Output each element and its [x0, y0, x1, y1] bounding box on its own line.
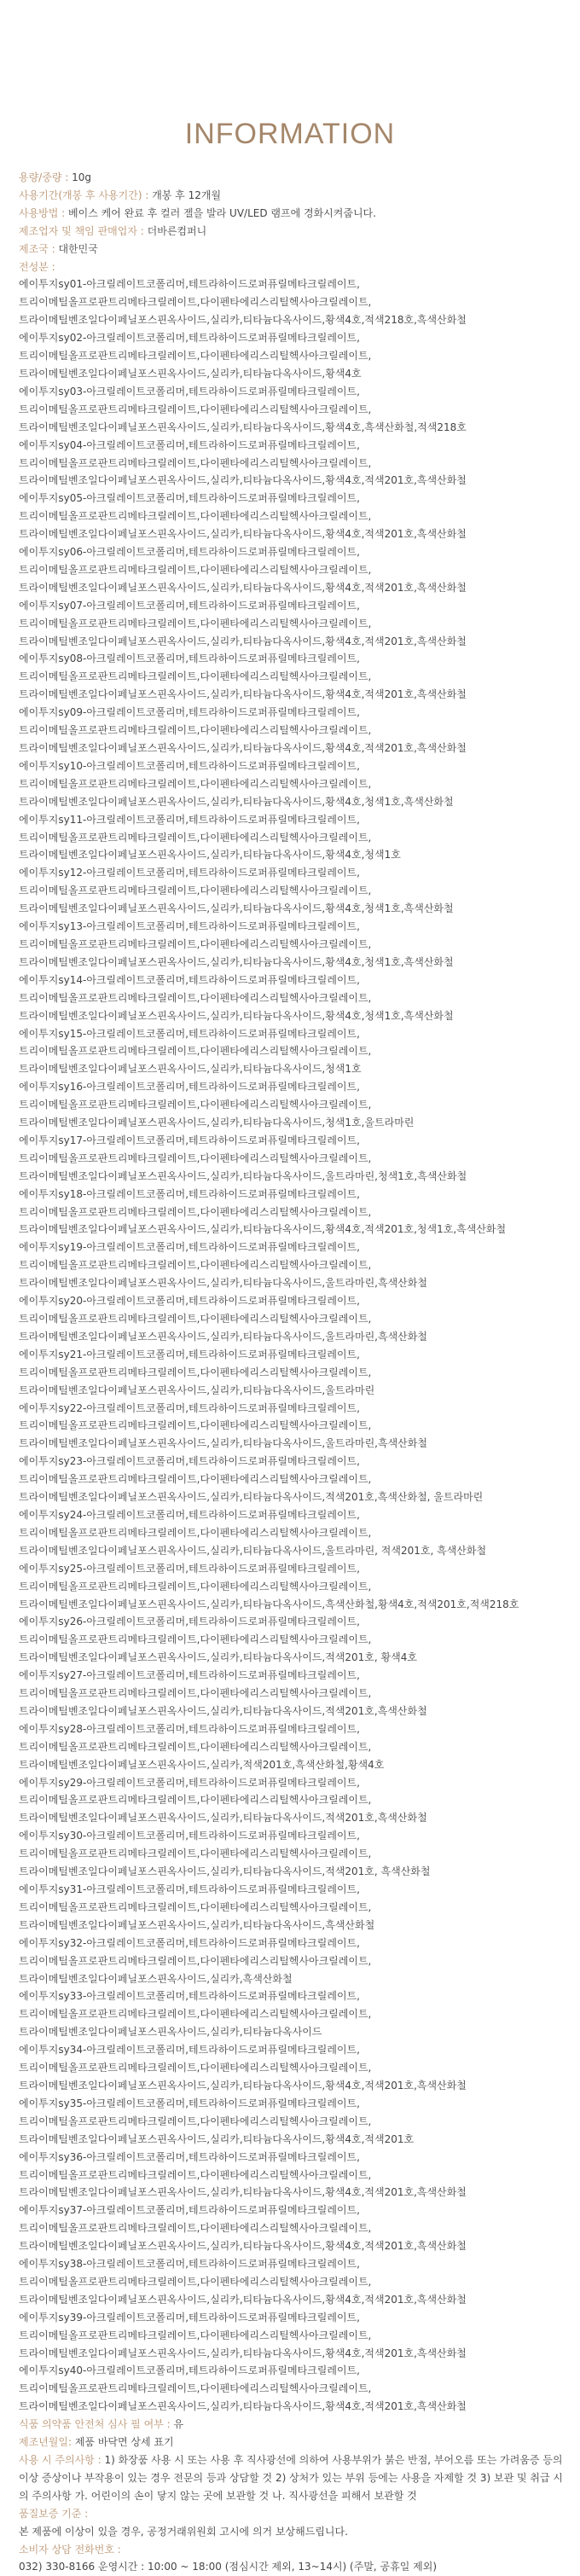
- ingredient-line: 트리이메틸올프로판트리메타크릴레이트,다이펜타에리스리틸헥사아크릴레이트,: [19, 563, 372, 576]
- ingredient-line: 트리이메틸올프로판트리메타크릴레이트,다이펜타에리스리틸헥사아크릴레이트,: [19, 510, 372, 523]
- ingredient-line: 트라이메틸벤조일다이페닐포스핀옥사이드,실리카,티타늄다옥사이드,청색1호: [19, 1063, 362, 1076]
- ingredient-line: 트라이메틸벤조일다이페닐포스핀옥사이드,실리카,티타늄다옥사이드,황색4호,적색201호,흑색산화철: [19, 581, 467, 594]
- info-row: [19, 241, 569, 258]
- ingredient-line: 에이투지sy13-아크릴레이트코폴리머,테트라하이드로퍼퓨릴메타크릴레이트,: [19, 920, 360, 933]
- caution-block: [19, 2451, 569, 2505]
- ingredient-line: 트라이메틸벤조일다이페닐포스핀옥사이드,실리카,흑색산화철: [19, 1972, 293, 1985]
- ingredient-line: 트라이메틸벤조일다이페닐포스핀옥사이드,실리카,티타늄다옥사이드,황색4호,흑색산화철,적색218호: [19, 421, 467, 433]
- date-value: 제품 바닥면 상세 표기: [74, 2436, 174, 2449]
- ingredient-line: 트라이메틸벤조일다이페닐포스핀옥사이드,실리카,티타늄다옥사이드,울트라마린,흑색산화철: [19, 1277, 427, 1290]
- ingredient-line: 트리이메틸올프로판트리메타크릴레이트,다이펜타에리스리틸헥사아크릴레이트,: [19, 1740, 372, 1753]
- ingredient-line: 트리이메틸올프로판트리메타크릴레이트,다이펜타에리스리틸헥사아크릴레이트,: [19, 2008, 372, 2021]
- ingredients-label-row: [19, 258, 569, 276]
- ingredient-line: 트라이메틸벤조일다이페닐포스핀옥사이드,실리카,티타늄다옥사이드,황색4호,적색201호,흑색산화철: [19, 635, 467, 647]
- ingredient-line: 트리이메틸올프로판트리메타크릴레이트,다이펜타에리스리틸헥사아크릴레이트,: [19, 403, 372, 415]
- ingredient-line: 트라이메틸벤조일다이페닐포스핀옥사이드,실리카,티타늄다옥사이드,적색201호,흑색산화철: [19, 1812, 427, 1825]
- ingredient-line: 트리이메틸올프로판트리메타크릴레이트,다이펜타에리스리틸헥사아크릴레이트,: [19, 724, 372, 737]
- ingredient-line: 에이투지sy20-아크릴레이트코폴리머,테트라하이드로퍼퓨릴메타크릴레이트,: [19, 1295, 360, 1308]
- cs-row: [19, 2558, 569, 2576]
- ingredient-line: 에이투지sy03-아크릴레이트코폴리머,테트라하이드로퍼퓨릴메타크릴레이트,: [19, 385, 360, 397]
- caution-text: 1) 화장품 사용 시 또는 사용 후 직사광선에 의하여 사용부위가 붉은 반점, 부어오름 또는 가려움증 등의 이상 증상이나 부작용이 있는 경우 전문의 등과 상담할 것 2) 상처가 있는 부위 등에는 사용을 자제할 것 3) 보관 및 취급 시의 주의사항 가. 어린이의 손이 닿지 않는 곳에 보관할 것 나. 직사광선을 피해서 보관할 것: [19, 2454, 563, 2502]
- ingredient-line: 트라이메틸벤조일다이페닐포스핀옥사이드,실리카,티타늄다옥사이드,울트라마린,청색1호,흑색산화철: [19, 1169, 467, 1182]
- ingredient-line: 트라이메틸벤조일다이페닐포스핀옥사이드,실리카,티타늄다옥사이드,울트라마린,흑색산화철: [19, 1330, 427, 1343]
- ingredient-line: 트리이메틸올프로판트리메타크릴레이트,다이펜타에리스리틸헥사아크릴레이트,: [19, 1900, 372, 1913]
- ingredient-line: 트라이메틸벤조일다이페닐포스핀옥사이드,실리카,티타늄다옥사이드,황색4호,적색201호,흑색산화철: [19, 528, 467, 541]
- ingredient-line: 에이투지sy21-아크릴레이트코폴리머,테트라하이드로퍼퓨릴메타크릴레이트,: [19, 1348, 360, 1361]
- ingredient-line: 트리이메틸올프로판트리메타크릴레이트,다이펜타에리스리틸헥사아크릴레이트,: [19, 1313, 372, 1325]
- ingredient-line: 트리이메틸올프로판트리메타크릴레이트,다이펜타에리스리틸헥사아크릴레이트,: [19, 1954, 372, 1967]
- ingredient-line: 에이투지sy09-아크릴레이트코폴리머,테트라하이드로퍼퓨릴메타크릴레이트,: [19, 706, 360, 719]
- ingredient-line: 트리이메틸올프로판트리메타크릴레이트,다이펜타에리스리틸헥사아크릴레이트,: [19, 296, 372, 309]
- product-info: [19, 169, 569, 2576]
- ingredient-line: 에이투지sy31-아크릴레이트코폴리머,테트라하이드로퍼퓨릴메타크릴레이트,: [19, 1883, 360, 1895]
- info-value: 베이스 케어 완료 후 컬러 젤을 발라 UV/LED 램프에 경화시켜줍니다.: [68, 206, 376, 219]
- ingredient-line: 트리이메틸올프로판트리메타크릴레이트,다이펜타에리스리틸헥사아크릴레이트,: [19, 617, 372, 629]
- ingredient-line: 트리이메틸올프로판트리메타크릴레이트,다이펜타에리스리틸헥사아크릴레이트,: [19, 1419, 372, 1432]
- info-value: 대한민국: [58, 242, 98, 255]
- ingredient-line: 트라이메틸벤조일다이페닐포스핀옥사이드,실리카,티타늄다옥사이드,흑색산화철: [19, 1918, 375, 1931]
- ingredient-line: 트라이메틸벤조일다이페닐포스핀옥사이드,실리카,티타늄다옥사이드,황색4호,적색201호,흑색산화철: [19, 2240, 467, 2253]
- info-label: 제조업자 및 책임 판매업자 :: [19, 224, 148, 237]
- ingredient-line: 트리이메틸올프로판트리메타크릴레이트,다이펜타에리스리틸헥사아크릴레이트,: [19, 1045, 372, 1058]
- ingredient-line: 트라이메틸벤조일다이페닐포스핀옥사이드,실리카,티타늄다옥사이드,황색4호,적색201호,흑색산화철: [19, 2400, 467, 2413]
- warranty-text: 본 제품에 이상이 있을 경우, 공정거래위원회 고시에 의거 보상해드립니다.: [19, 2525, 348, 2538]
- caution-label: 사용 시 주의사항 :: [19, 2454, 105, 2466]
- ingredient-line: 트리이메틸올프로판트리메타크릴레이트,다이펜타에리스리틸헥사아크릴레이트,: [19, 1848, 372, 1860]
- page-title: INFORMATION: [184, 118, 396, 150]
- ingredient-line: 에이투지sy28-아크릴레이트코폴리머,테트라하이드로퍼퓨릴메타크릴레이트,: [19, 1722, 360, 1735]
- ingredient-line: 트리이메틸올프로판트리메타크릴레이트,다이펜타에리스리틸헥사아크릴레이트,: [19, 777, 372, 790]
- ingredient-line: 트라이메틸벤조일다이페닐포스핀옥사이드,실리카,적색201호,흑색산화철,황색4호: [19, 1758, 385, 1771]
- ingredient-line: 트라이메틸벤조일다이페닐포스핀옥사이드,실리카,티타늄다옥사이드,적색201호,흑색산화철, 울트라마린: [19, 1491, 484, 1504]
- ingredient-line: 에이투지sy15-아크릴레이트코폴리머,테트라하이드로퍼퓨릴메타크릴레이트,: [19, 1027, 360, 1040]
- ingredient-line: 에이투지sy26-아크릴레이트코폴리머,테트라하이드로퍼퓨릴메타크릴레이트,: [19, 1616, 360, 1628]
- ingredient-line: 트라이메틸벤조일다이페닐포스핀옥사이드,실리카,티타늄다옥사이드,황색4호,적색201호,흑색산화철: [19, 688, 467, 701]
- ingredient-line: 트라이메틸벤조일다이페닐포스핀옥사이드,실리카,티타늄다옥사이드,적색201호, 황색4호: [19, 1651, 417, 1664]
- ingredient-line: 트리이메틸올프로판트리메타크릴레이트,다이펜타에리스리틸헥사아크릴레이트,: [19, 2329, 372, 2341]
- ingredient-line: 트라이메틸벤조일다이페닐포스핀옥사이드,실리카,티타늄다옥사이드: [19, 2026, 322, 2039]
- ingredient-line: 에이투지sy01-아크릴레이트코폴리머,테트라하이드로퍼퓨릴메타크릴레이트,: [19, 278, 360, 291]
- ingredient-line: 트라이메틸벤조일다이페닐포스핀옥사이드,실리카,티타늄다옥사이드,황색4호,적색201호,흑색산화철: [19, 2293, 467, 2306]
- ingredient-line: 트리이메틸올프로판트리메타크릴레이트,다이펜타에리스리틸헥사아크릴레이트,: [19, 1205, 372, 1218]
- info-value: 더바른컴퍼니: [147, 224, 207, 237]
- ingredient-line: 에이투지sy10-아크릴레이트코폴리머,테트라하이드로퍼퓨릴메타크릴레이트,: [19, 759, 360, 772]
- ingredient-line: 에이투지sy27-아크릴레이트코폴리머,테트라하이드로퍼퓨릴메타크릴레이트,: [19, 1669, 360, 1682]
- ingredient-line: 에이투지sy24-아크릴레이트코폴리머,테트라하이드로퍼퓨릴메타크릴레이트,: [19, 1508, 360, 1521]
- ingredient-line: 트리이메틸올프로판트리메타크릴레이트,다이펜타에리스리틸헥사아크릴레이트,: [19, 2382, 372, 2395]
- ingredient-line: 에이투지sy40-아크릴레이트코폴리머,테트라하이드로퍼퓨릴메타크릴레이트,: [19, 2364, 360, 2377]
- ingredient-line: 에이투지sy22-아크릴레이트코폴리머,테트라하이드로퍼퓨릴메타크릴레이트,: [19, 1401, 360, 1414]
- ingredients-list: [19, 276, 569, 2416]
- warranty-row: [19, 2523, 569, 2541]
- ingredient-line: 트리이메틸올프로판트리메타크릴레이트,다이펜타에리스리틸헥사아크릴레이트,: [19, 2275, 372, 2288]
- ingredient-line: 에이투지sy12-아크릴레이트코폴리머,테트라하이드로퍼퓨릴메타크릴레이트,: [19, 867, 360, 879]
- ingredient-line: 트라이메틸벤조일다이페닐포스핀옥사이드,실리카,티타늄다옥사이드,울트라마린, 적색201호, 흑색산화철: [19, 1544, 487, 1557]
- ingredient-line: 에이투지sy16-아크릴레이트코폴리머,테트라하이드로퍼퓨릴메타크릴레이트,: [19, 1081, 360, 1094]
- ingredient-line: 트리이메틸올프로판트리메타크릴레이트,다이펜타에리스리틸헥사아크릴레이트,: [19, 1366, 372, 1378]
- ingredient-line: 트라이메틸벤조일다이페닐포스핀옥사이드,실리카,티타늄다옥사이드,청색1호,울트라마린: [19, 1117, 415, 1129]
- ingredient-line: 에이투지sy14-아크릴레이트코폴리머,테트라하이드로퍼퓨릴메타크릴레이트,: [19, 973, 360, 986]
- ingredient-line: 에이투지sy29-아크릴레이트코폴리머,테트라하이드로퍼퓨릴메타크릴레이트,: [19, 1776, 360, 1789]
- ingredient-line: 에이투지sy39-아크릴레이트코폴리머,테트라하이드로퍼퓨릴메타크릴레이트,: [19, 2311, 360, 2324]
- ingredient-line: 트리이메틸올프로판트리메타크릴레이트,다이펜타에리스리틸헥사아크릴레이트,: [19, 1473, 372, 1486]
- ingredient-line: 트라이메틸벤조일다이페닐포스핀옥사이드,실리카,티타늄다옥사이드,황색4호,적색201호,흑색산화철: [19, 2186, 467, 2199]
- ingredient-line: 트라이메틸벤조일다이페닐포스핀옥사이드,실리카,티타늄다옥사이드,황색4호,적색201호: [19, 2132, 415, 2145]
- ingredient-line: 트라이메틸벤조일다이페닐포스핀옥사이드,실리카,티타늄다옥사이드,황색4호,적색201호,흑색산화철: [19, 474, 467, 487]
- info-value: 개봉 후 12개월: [152, 189, 222, 201]
- info-row: [19, 187, 569, 205]
- ingredient-line: 트리이메틸올프로판트리메타크릴레이트,다이펜타에리스리틸헥사아크릴레이트,: [19, 2168, 372, 2181]
- ingredient-line: 에이투지sy11-아크릴레이트코폴리머,테트라하이드로퍼퓨릴메타크릴레이트,: [19, 813, 360, 826]
- ingredient-line: 트라이메틸벤조일다이페닐포스핀옥사이드,실리카,티타늄다옥사이드,황색4호,청색1호,흑색산화철: [19, 902, 454, 915]
- warranty-label: 품질보증 기준 :: [19, 2507, 89, 2520]
- ingredient-line: 트리이메틸올프로판트리메타크릴레이트,다이펜타에리스리틸헥사아크릴레이트,: [19, 350, 372, 363]
- ingredient-line: 트리이메틸올프로판트리메타크릴레이트,다이펜타에리스리틸헥사아크릴레이트,: [19, 670, 372, 683]
- ingredient-line: 트라이메틸벤조일다이페닐포스핀옥사이드,실리카,티타늄다옥사이드,황색4호,적색201호,흑색산화철: [19, 742, 467, 754]
- cs-label: 소비자 상담 전화번호 :: [19, 2543, 121, 2556]
- info-label: 사용방법 :: [19, 206, 69, 219]
- ingredient-line: 에이투지sy35-아크릴레이트코폴리머,테트라하이드로퍼퓨릴메타크릴레이트,: [19, 2097, 360, 2109]
- info-list: [19, 169, 569, 258]
- ingredient-line: 에이투지sy17-아크릴레이트코폴리머,테트라하이드로퍼퓨릴메타크릴레이트,: [19, 1134, 360, 1146]
- warranty-label-row: [19, 2505, 569, 2523]
- ingredient-line: 에이투지sy04-아크릴레이트코폴리머,테트라하이드로퍼퓨릴메타크릴레이트,: [19, 438, 360, 451]
- ingredient-line: 트리이메틸올프로판트리메타크릴레이트,다이펜타에리스리틸헥사아크릴레이트,: [19, 2062, 372, 2074]
- ingredient-line: 에이투지sy25-아크릴레이트코폴리머,테트라하이드로퍼퓨릴메타크릴레이트,: [19, 1562, 360, 1575]
- ingredient-line: 트라이메틸벤조일다이페닐포스핀옥사이드,실리카,티타늄다옥사이드,적색201호,흑색산화철: [19, 1704, 427, 1717]
- info-label: 사용기간(개봉 후 사용기간) :: [19, 189, 153, 201]
- ingredient-line: 에이투지sy23-아크릴레이트코폴리머,테트라하이드로퍼퓨릴메타크릴레이트,: [19, 1455, 360, 1468]
- ingredient-line: 에이투지sy36-아크릴레이트코폴리머,테트라하이드로퍼퓨릴메타크릴레이트,: [19, 2150, 360, 2163]
- ingredient-line: 트라이메틸벤조일다이페닐포스핀옥사이드,실리카,티타늄다옥사이드,황색4호,청색1호,흑색산화철: [19, 1009, 454, 1022]
- ingredient-line: 에이투지sy05-아크릴레이트코폴리머,테트라하이드로퍼퓨릴메타크릴레이트,: [19, 492, 360, 505]
- info-label: 용량/중량 :: [19, 171, 72, 183]
- ingredient-line: 에이투지sy33-아크릴레이트코폴리머,테트라하이드로퍼퓨릴메타크릴레이트,: [19, 1990, 360, 2003]
- ingredient-line: 에이투지sy06-아크릴레이트코폴리머,테트라하이드로퍼퓨릴메타크릴레이트,: [19, 546, 360, 559]
- ingredient-line: 에이투지sy08-아크릴레이트코폴리머,테트라하이드로퍼퓨릴메타크릴레이트,: [19, 653, 360, 665]
- ingredient-line: 트라이메틸벤조일다이페닐포스핀옥사이드,실리카,티타늄다옥사이드,흑색산화철,황색4호,적색201호,적색218호: [19, 1598, 519, 1610]
- ingredient-line: 트리이메틸올프로판트리메타크릴레이트,다이펜타에리스리틸헥사아크릴레이트,: [19, 1099, 372, 1111]
- ingredient-line: 트리이메틸올프로판트리메타크릴레이트,다이펜타에리스리틸헥사아크릴레이트,: [19, 1526, 372, 1539]
- cs-label-row: [19, 2541, 569, 2559]
- ingredient-line: 트리이메틸올프로판트리메타크릴레이트,다이펜타에리스리틸헥사아크릴레이트,: [19, 1580, 372, 1593]
- ingredient-line: 에이투지sy02-아크릴레이트코폴리머,테트라하이드로퍼퓨릴메타크릴레이트,: [19, 332, 360, 345]
- info-row: [19, 169, 569, 187]
- ingredient-line: 트리이메틸올프로판트리메타크릴레이트,다이펜타에리스리틸헥사아크릴레이트,: [19, 1152, 372, 1164]
- ingredient-line: 트리이메틸올프로판트리메타크릴레이트,다이펜타에리스리틸헥사아크릴레이트,: [19, 1633, 372, 1646]
- ingredient-line: 트리이메틸올프로판트리메타크릴레이트,다이펜타에리스리틸헥사아크릴레이트,: [19, 831, 372, 844]
- ingredient-line: 트라이메틸벤조일다이페닐포스핀옥사이드,실리카,티타늄다옥사이드,황색4호,적색201호,청색1호,흑색산화철: [19, 1223, 507, 1236]
- mfds-value: 유: [173, 2418, 184, 2431]
- ingredient-line: 에이투지sy34-아크릴레이트코폴리머,테트라하이드로퍼퓨릴메타크릴레이트,: [19, 2044, 360, 2057]
- date-label: 제조년월일:: [19, 2436, 75, 2449]
- ingredient-line: 트리이메틸올프로판트리메타크릴레이트,다이펜타에리스리틸헥사아크릴레이트,: [19, 2222, 372, 2235]
- ingredient-line: 트라이메틸벤조일다이페닐포스핀옥사이드,실리카,티타늄다옥사이드,울트라마린,흑색산화철: [19, 1437, 427, 1450]
- ingredient-line: 에이투지sy30-아크릴레이트코폴리머,테트라하이드로퍼퓨릴메타크릴레이트,: [19, 1830, 360, 1842]
- ingredient-line: 트리이메틸올프로판트리메타크릴레이트,다이펜타에리스리틸헥사아크릴레이트,: [19, 885, 372, 897]
- ingredient-line: 에이투지sy38-아크릴레이트코폴리머,테트라하이드로퍼퓨릴메타크릴레이트,: [19, 2258, 360, 2271]
- ingredient-line: 트리이메틸올프로판트리메타크릴레이트,다이펜타에리스리틸헥사아크릴레이트,: [19, 1687, 372, 1700]
- ingredients-label: 전성분 :: [19, 260, 55, 273]
- ingredient-line: 에이투지sy32-아크릴레이트코폴리머,테트라하이드로퍼퓨릴메타크릴레이트,: [19, 1936, 360, 1949]
- ingredient-line: 트라이메틸벤조일다이페닐포스핀옥사이드,실리카,티타늄다옥사이드,황색4호: [19, 367, 362, 380]
- info-label: 제조국 :: [19, 242, 59, 255]
- info-row: [19, 205, 569, 223]
- ingredient-line: 트라이메틸벤조일다이페닐포스핀옥사이드,실리카,티타늄다옥사이드,황색4호,청색1호: [19, 849, 401, 862]
- ingredient-line: 트라이메틸벤조일다이페닐포스핀옥사이드,실리카,티타늄다옥사이드,적색201호, 흑색산화철: [19, 1865, 431, 1878]
- ingredient-line: 트라이메틸벤조일다이페닐포스핀옥사이드,실리카,티타늄다옥사이드,울트라마린: [19, 1384, 375, 1396]
- mfds-row: [19, 2416, 569, 2434]
- ingredient-line: 트라이메틸벤조일다이페닐포스핀옥사이드,실리카,티타늄다옥사이드,황색4호,청색1호,흑색산화철: [19, 795, 454, 808]
- ingredient-line: 트리이메틸올프로판트리메타크릴레이트,다이펜타에리스리틸헥사아크릴레이트,: [19, 456, 372, 469]
- info-row: [19, 223, 569, 241]
- cs-phone-hours: 032) 330-8166 운영시간 : 10:00 ~ 18:00 (점심시간 제외, 13~14시) (주말, 공휴일 제외): [19, 2561, 438, 2573]
- ingredient-line: 트리이메틸올프로판트리메타크릴레이트,다이펜타에리스리틸헥사아크릴레이트,: [19, 2115, 372, 2127]
- ingredient-line: 에이투지sy37-아크릴레이트코폴리머,테트라하이드로퍼퓨릴메타크릴레이트,: [19, 2204, 360, 2217]
- mfds-label: 식품 의약품 안전처 심사 필 여부 :: [19, 2418, 174, 2431]
- ingredient-line: 트리이메틸올프로판트리메타크릴레이트,다이펜타에리스리틸헥사아크릴레이트,: [19, 1794, 372, 1807]
- ingredient-line: 에이투지sy18-아크릴레이트코폴리머,테트라하이드로퍼퓨릴메타크릴레이트,: [19, 1187, 360, 1200]
- ingredient-line: 에이투지sy07-아크릴레이트코폴리머,테트라하이드로퍼퓨릴메타크릴레이트,: [19, 599, 360, 612]
- ingredient-line: 에이투지sy19-아크릴레이트코폴리머,테트라하이드로퍼퓨릴메타크릴레이트,: [19, 1241, 360, 1254]
- date-row: [19, 2434, 569, 2451]
- info-value: 10g: [72, 171, 91, 183]
- ingredient-line: 트리이메틸올프로판트리메타크릴레이트,다이펜타에리스리틸헥사아크릴레이트,: [19, 991, 372, 1004]
- ingredient-line: 트라이메틸벤조일다이페닐포스핀옥사이드,실리카,티타늄다옥사이드,황색4호,적색201호,흑색산화철: [19, 2347, 467, 2359]
- ingredient-line: 트라이메틸벤조일다이페닐포스핀옥사이드,실리카,티타늄다옥사이드,황색4호,적색201호,흑색산화철: [19, 2079, 467, 2092]
- ingredient-line: 트라이메틸벤조일다이페닐포스핀옥사이드,실리카,티타늄다옥사이드,황색4호,청색1호,흑색산화철: [19, 955, 454, 968]
- ingredient-line: 트리이메틸올프로판트리메타크릴레이트,다이펜타에리스리틸헥사아크릴레이트,: [19, 937, 372, 950]
- ingredient-line: 트라이메틸벤조일다이페닐포스핀옥사이드,실리카,티타늄다옥사이드,황색4호,적색218호,흑색산화철: [19, 314, 467, 327]
- ingredient-line: 트리이메틸올프로판트리메타크릴레이트,다이펜타에리스리틸헥사아크릴레이트,: [19, 1259, 372, 1272]
